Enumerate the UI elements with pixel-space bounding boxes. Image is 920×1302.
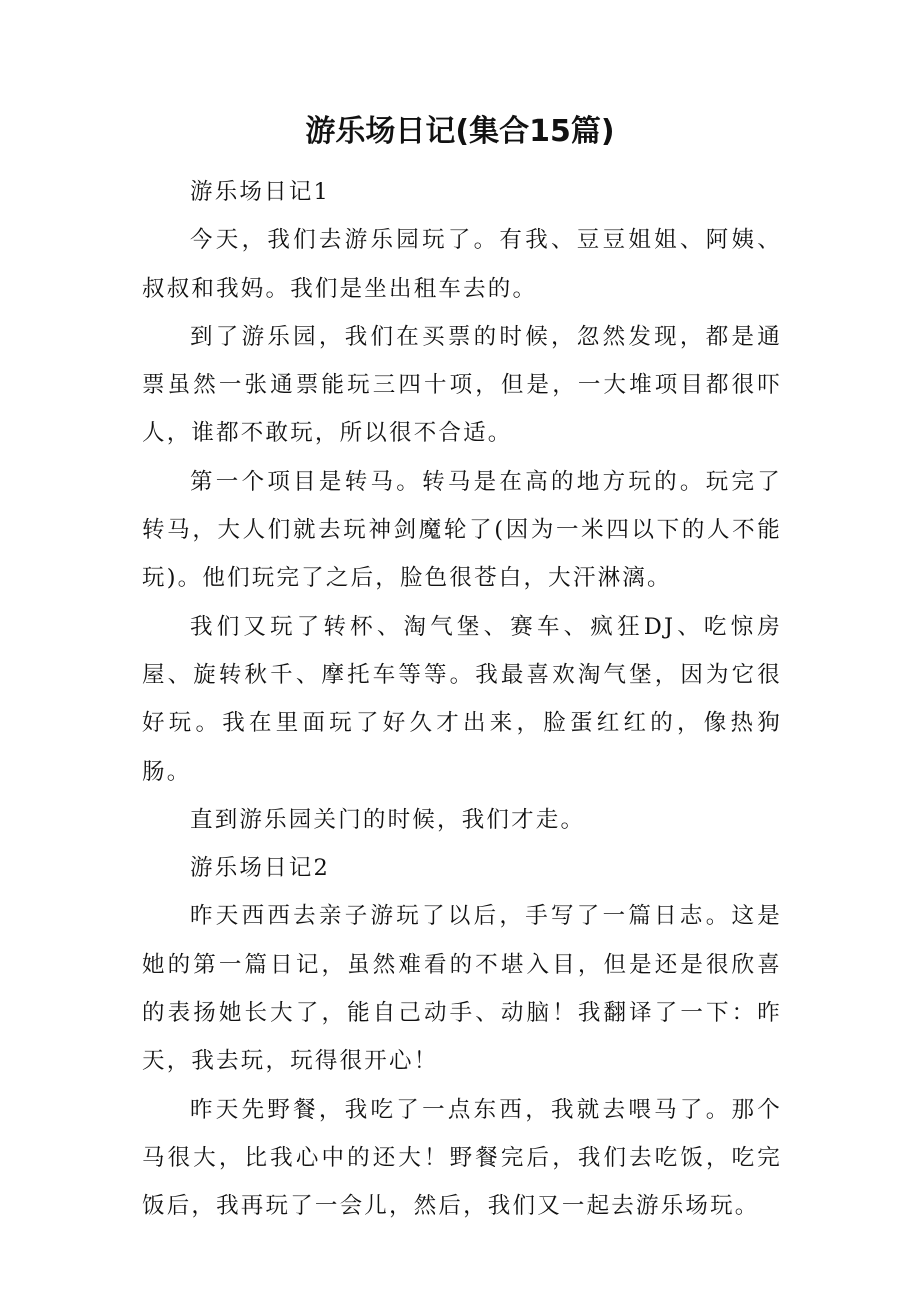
document-title: 游乐场日记(集合15篇) [305,114,615,149]
section-heading: 游乐场日记1 [190,179,331,205]
paragraph: 昨天先野餐，我吃了一点东西，我就去喂马了。那个马很大，比我心中的还大！野餐完后，我们去吃饭，吃完饭后，我再玩了一会儿，然后，我们又一起去游乐场玩。 [142,1096,782,1220]
paragraph: 直到游乐园关门的时候，我们才走。 [190,806,586,833]
document-body [142,168,782,1231]
paragraph: 到了游乐园，我们在买票的时候，忽然发现，都是通票虽然一张通票能玩三四十项，但是，一大堆项目都很吓人，谁都不敢玩，所以很不合适。 [142,323,782,447]
paragraph: 第一个项目是转马。转马是在高的地方玩的。玩完了转马，大人们就去玩神剑魔轮了(因为一米四以下的人不能玩)。他们玩完了之后，脸色很苍白，大汗淋漓。 [142,468,782,592]
paragraph: 昨天西西去亲子游玩了以后，手写了一篇日志。这是她的第一篇日记，虽然难看的不堪入目，但是还是很欣喜的表扬她长大了，能自己动手、动脑！我翻译了一下：昨天，我去玩，玩得很开心！ [142,903,782,1075]
section-heading: 游乐场日记2 [190,855,331,882]
paragraph: 我们又玩了转杯、淘气堡、赛车、疯狂DJ、吃惊房屋、旋转秋千、摩托车等等。我最喜欢淘气堡，因为它很好玩。我在里面玩了好久才出来，脸蛋红红的，像热狗肠。 [142,613,782,785]
paragraph: 今天，我们去游乐园玩了。有我、豆豆姐姐、阿姨、叔叔和我妈。我们是坐出租车去的。 [142,227,782,302]
